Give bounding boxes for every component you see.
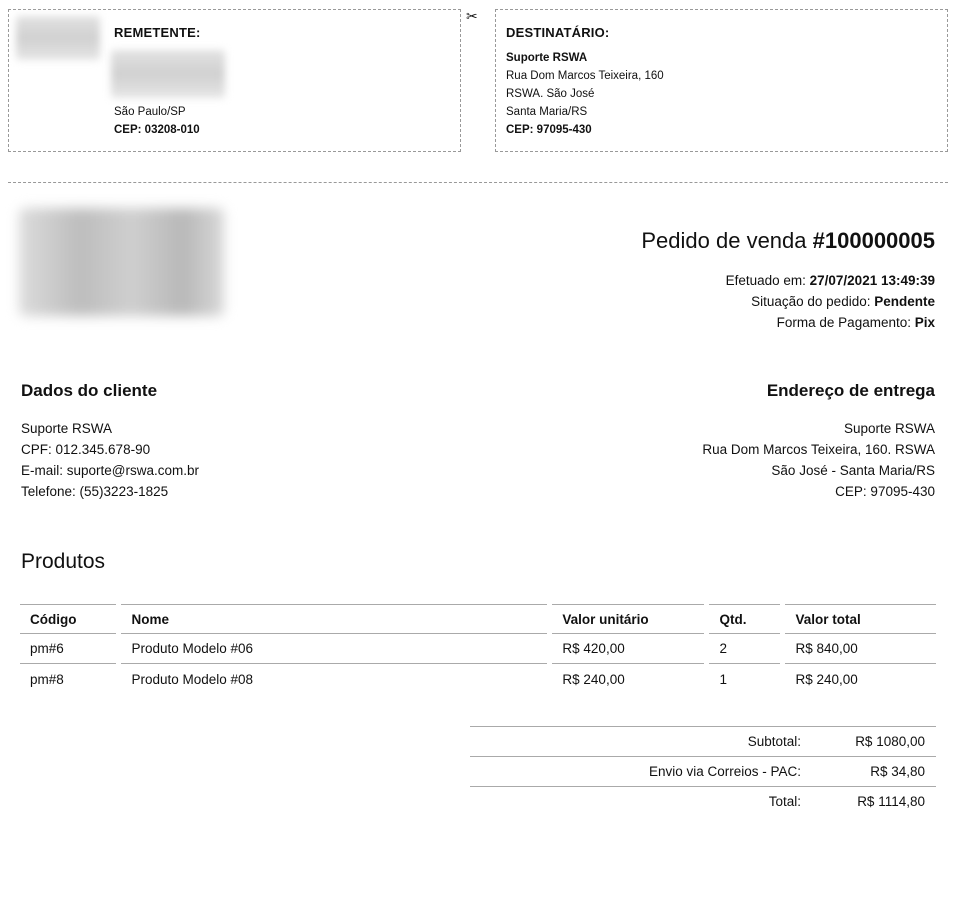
sender-city-state: São Paulo/SP xyxy=(114,106,186,118)
cell-name: Produto Modelo #08 xyxy=(131,671,254,687)
shipping-cost-label: Envio via Correios - PAC: xyxy=(470,757,812,787)
sender-address-blurred xyxy=(111,50,225,98)
shipping-district-city: São José - Santa Maria/RS xyxy=(771,463,935,478)
shipping-street: Rua Dom Marcos Teixeira, 160. RSWA xyxy=(702,442,935,457)
sender-label xyxy=(8,9,461,152)
order-title xyxy=(641,228,935,254)
shipping-heading: Endereço de entrega xyxy=(766,381,935,400)
col-header-total: Valor total xyxy=(785,604,936,634)
order-payment xyxy=(726,312,935,333)
client-name: Suporte RSWA xyxy=(21,421,113,436)
client-heading: Dados do cliente xyxy=(21,381,158,400)
client-cpf: CPF: 012.345.678-90 xyxy=(21,442,151,457)
order-placed-value: 27/07/2021 13:49:39 xyxy=(809,273,935,288)
products-table xyxy=(15,604,941,694)
shipping-cost-value: R$ 34,80 xyxy=(812,757,936,787)
order-placed-label: Efetuado em: xyxy=(725,273,810,288)
cell-qty: 1 xyxy=(719,671,727,687)
order-status xyxy=(726,291,935,312)
recipient-city-state: Santa Maria/RS xyxy=(506,106,588,118)
sender-cep: CEP: 03208-010 xyxy=(114,124,200,136)
products-heading: Produtos xyxy=(21,550,106,573)
order-status-label: Situação do pedido: xyxy=(751,294,875,309)
totals-row-subtotal xyxy=(470,727,936,757)
col-header-code: Código xyxy=(20,604,116,634)
recipient-title: DESTINATÁRIO: xyxy=(506,25,610,40)
cell-unit-price: R$ 240,00 xyxy=(562,671,625,687)
table-row xyxy=(20,634,936,664)
table-row xyxy=(20,664,936,694)
totals-row-shipping xyxy=(470,757,936,787)
client-phone: Telefone: (55)3223-1825 xyxy=(21,484,169,499)
company-logo-blurred xyxy=(19,208,224,316)
order-meta xyxy=(726,270,935,333)
col-header-unit-price: Valor unitário xyxy=(552,604,704,634)
totals-row-total xyxy=(470,787,936,817)
recipient-label xyxy=(495,9,948,152)
order-placed xyxy=(726,270,935,291)
sender-title: REMETENTE: xyxy=(114,25,201,40)
order-number: #100000005 xyxy=(812,228,935,253)
scissors-icon: ✂ xyxy=(466,8,478,24)
cell-qty: 2 xyxy=(709,634,780,664)
subtotal-value: R$ 1080,00 xyxy=(812,727,936,757)
order-status-value: Pendente xyxy=(874,294,935,309)
cell-total: R$ 840,00 xyxy=(785,634,936,664)
recipient-name: Suporte RSWA xyxy=(506,52,588,64)
shipping-info xyxy=(702,418,935,502)
recipient-cep: CEP: 97095-430 xyxy=(506,124,592,136)
cell-total: R$ 240,00 xyxy=(795,671,858,687)
cut-line-divider xyxy=(8,182,948,183)
subtotal-label: Subtotal: xyxy=(470,727,812,757)
cell-code: pm#8 xyxy=(30,671,64,687)
shipping-name: Suporte RSWA xyxy=(843,421,935,436)
cell-name: Produto Modelo #06 xyxy=(121,634,547,664)
shipping-cep: CEP: 97095-430 xyxy=(835,484,935,499)
cell-unit-price: R$ 420,00 xyxy=(552,634,704,664)
col-header-qty: Qtd. xyxy=(709,604,780,634)
order-payment-value: Pix xyxy=(914,315,935,330)
total-label: Total: xyxy=(470,787,812,817)
cell-code: pm#6 xyxy=(20,634,116,664)
order-title-prefix: Pedido de venda xyxy=(641,228,813,253)
sender-logo-blurred xyxy=(16,16,100,60)
totals-table xyxy=(470,726,936,817)
order-payment-label: Forma de Pagamento: xyxy=(776,315,915,330)
total-value: R$ 1114,80 xyxy=(812,787,936,817)
client-info xyxy=(21,418,199,502)
client-email: E-mail: suporte@rswa.com.br xyxy=(21,463,199,478)
products-header-row xyxy=(20,604,936,634)
recipient-street: Rua Dom Marcos Teixeira, 160 xyxy=(506,70,664,82)
recipient-district: RSWA. São José xyxy=(506,88,595,100)
col-header-name: Nome xyxy=(121,604,547,634)
